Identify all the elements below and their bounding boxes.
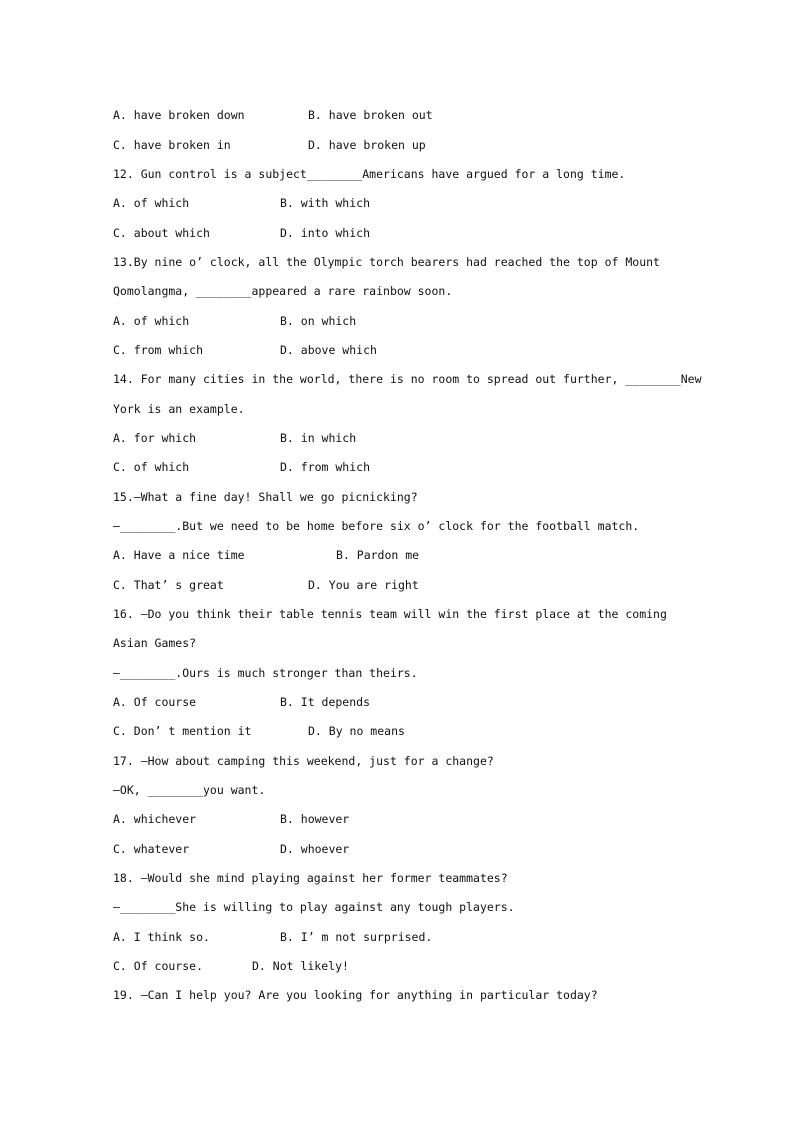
q14-stem-line2: York is an example. bbox=[113, 402, 245, 416]
q16-option-b: B. It depends bbox=[280, 695, 371, 709]
q16-stem-line3: —________.Ours is much stronger than theirs. bbox=[113, 666, 418, 680]
q12-option-b: B. with which bbox=[280, 196, 371, 210]
q16-stem-line2: Asian Games? bbox=[113, 636, 197, 650]
q17-stem-line1: 17. —How about camping this weekend, just for a change? bbox=[113, 754, 494, 768]
q13-option-b: B. on which bbox=[280, 314, 357, 328]
q15-stem-line2: —________.But we need to be home before six o’ clock for the football match. bbox=[113, 519, 640, 533]
q17-stem-line2: —OK, ________you want. bbox=[113, 783, 266, 797]
q14-option-b: B. in which bbox=[280, 431, 357, 445]
q18-option-a: A. I think so. bbox=[113, 930, 210, 944]
q15-option-d: D. You are right bbox=[308, 578, 419, 592]
q17-option-b: B. however bbox=[280, 812, 350, 826]
q13-option-c: C. from which bbox=[113, 343, 204, 357]
q14-option-a: A. for which bbox=[113, 431, 197, 445]
q12-option-a: A. of which bbox=[113, 196, 190, 210]
q13-stem-line2: Qomolangma, ________appeared a rare rainbow soon. bbox=[113, 284, 453, 298]
q16-option-d: D. By no means bbox=[308, 724, 405, 738]
q15-option-a: A. Have a nice time bbox=[113, 548, 245, 562]
q17-option-d: D. whoever bbox=[280, 842, 350, 856]
q18-stem-line2: —________She is willing to play against any tough players. bbox=[113, 900, 515, 914]
q11-option-d: D. have broken up bbox=[308, 138, 426, 152]
q18-stem-line1: 18. —Would she mind playing against her former teammates? bbox=[113, 871, 508, 885]
q16-option-a: A. Of course bbox=[113, 695, 197, 709]
q17-option-a: A. whichever bbox=[113, 812, 197, 826]
q19-stem-line1: 19. —Can I help you? Are you looking for anything in particular today? bbox=[113, 988, 598, 1002]
q17-option-c: C. whatever bbox=[113, 842, 190, 856]
q14-option-d: D. from which bbox=[280, 460, 371, 474]
q12-option-c: C. about which bbox=[113, 226, 210, 240]
q18-option-c: C. Of course. bbox=[113, 959, 204, 973]
q14-stem-line1: 14. For many cities in the world, there is no room to spread out further, ________New bbox=[113, 372, 702, 386]
q18-option-d: D. Not likely! bbox=[252, 959, 349, 973]
q16-option-c: C. Don’ t mention it bbox=[113, 724, 252, 738]
q13-option-a: A. of which bbox=[113, 314, 190, 328]
q18-option-b: B. I’ m not surprised. bbox=[280, 930, 433, 944]
q12-stem: 12. Gun control is a subject________Americans have argued for a long time. bbox=[113, 167, 626, 181]
q15-stem-line1: 15.—What a fine day! Shall we go picnicking? bbox=[113, 490, 418, 504]
q11-option-b: B. have broken out bbox=[308, 108, 433, 122]
q12-option-d: D. into which bbox=[280, 226, 371, 240]
q14-option-c: C. of which bbox=[113, 460, 190, 474]
q11-option-c: C. have broken in bbox=[113, 138, 231, 152]
q13-option-d: D. above which bbox=[280, 343, 377, 357]
q15-option-b: B. Pardon me bbox=[336, 548, 420, 562]
q11-option-a: A. have broken down bbox=[113, 108, 245, 122]
q13-stem-line1: 13.By nine o’ clock, all the Olympic torch bearers had reached the top of Mount bbox=[113, 255, 660, 269]
q16-stem-line1: 16. —Do you think their table tennis team will win the first place at the coming bbox=[113, 607, 667, 621]
q15-option-c: C. That’ s great bbox=[113, 578, 224, 592]
